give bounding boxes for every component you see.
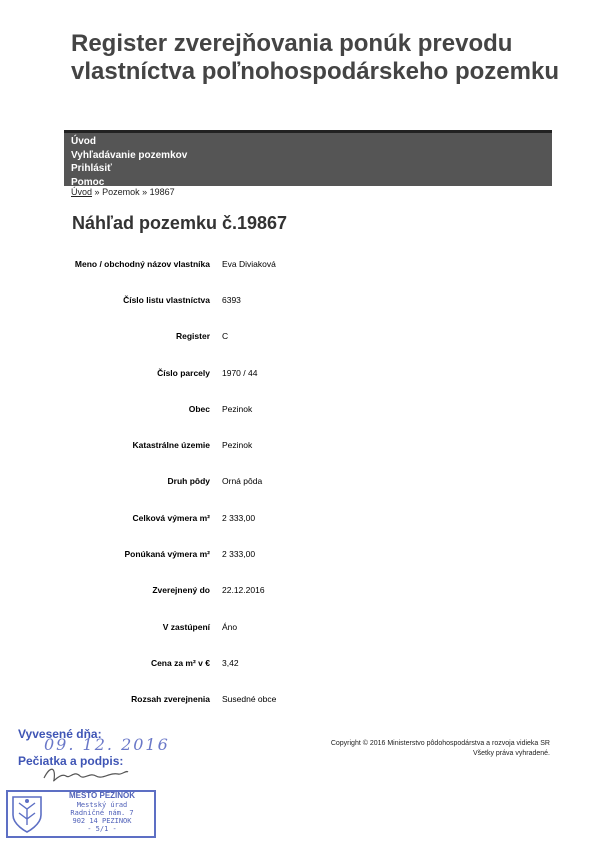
detail-value: 2 333,00 [222,549,256,560]
breadcrumb-section: Pozemok [102,187,140,197]
nav-item-uvod[interactable]: Úvod [71,136,96,147]
nav-item-pomoc[interactable]: Pomoc [71,176,105,188]
detail-row-price [64,645,484,681]
site-title: Register zverejňovania ponúk prevodu vlastníctva poľnohospodárskeho pozemku [71,30,560,85]
detail-row-owner [64,246,484,282]
copyright [230,739,550,759]
parcel-detail-table [64,246,484,718]
posted-label: Vyvesené dňa: [18,727,102,741]
coat-of-arms-icon [9,793,45,835]
detail-value: 1970 / 44 [222,367,258,378]
signature-label: Pečiatka a podpis: [18,754,124,768]
detail-value: C [222,331,229,342]
detail-value: Orná pôda [222,476,263,487]
detail-value: Pezinok [222,440,253,451]
posted-date: 09. 12. 2016 [44,735,170,754]
signature-scribble [40,764,130,786]
detail-label: Rozsah zverejnenia [131,694,210,705]
detail-label: Cena za m² v € [150,657,210,668]
detail-label: Meno / obchodný názov vlastníka [74,258,210,269]
detail-value: Susedné obce [222,694,277,705]
copyright-line: Copyright © 2016 Ministerstvo pôdohospodárstva a rozvoja vidieka SR [330,740,550,747]
detail-row-parcel-number [64,355,484,391]
nav-item-vyhladavanie[interactable]: Vyhľadávanie pozemkov [71,149,188,161]
detail-label: Obec [188,403,210,414]
stamp-office-number: - 5/1 - [87,825,117,833]
detail-row-lv-number [64,282,484,318]
detail-row-register [64,319,484,355]
detail-value: 6393 [222,294,241,305]
stamp-office-line: Mestský úrad [76,801,128,809]
detail-label: Číslo listu vlastníctva [123,294,210,305]
detail-label: Register [175,331,210,342]
detail-label: Zverejnený do [152,585,210,596]
stamp-office-address: Radničné nám. 7 [70,809,134,817]
stamp-office-city: 902 14 PEZINOK [72,817,132,825]
detail-label: Druh pôdy [167,476,210,487]
main-nav [64,130,552,186]
detail-value: Pezinok [222,403,253,414]
detail-row-cadastral-area [64,427,484,463]
detail-row-total-area [64,500,484,536]
breadcrumb-home-link[interactable]: Úvod [71,187,93,197]
detail-value: 2 333,00 [222,512,256,523]
detail-row-municipality [64,391,484,427]
detail-value: 22.12.2016 [222,585,265,596]
copyright-rights: Všetky práva vyhradené. [472,750,550,757]
detail-label: Ponúkaná výmera m² [124,549,210,560]
breadcrumb-separator: » [142,187,148,197]
detail-label: V zastúpení [162,621,210,632]
detail-label: Celková výmera m² [132,512,210,523]
page-heading: Náhľad pozemku č.19867 [72,213,288,233]
detail-row-representation [64,609,484,645]
detail-row-offered-area [64,536,484,572]
stamp-office-name: MESTO PEZINOK [68,791,136,800]
breadcrumb-separator: » [94,187,100,197]
detail-value: Áno [222,621,238,632]
detail-label: Katastrálne územie [132,440,210,451]
breadcrumb-current: 19867 [149,187,175,197]
detail-row-published-until [64,573,484,609]
detail-row-land-type [64,464,484,500]
detail-row-publication-scope [64,682,484,718]
detail-label: Číslo parcely [157,367,210,378]
breadcrumb [71,187,175,197]
detail-value: Eva Diviaková [222,258,276,269]
detail-value: 3,42 [222,657,239,668]
nav-item-prihlasit[interactable]: Prihlásiť [71,163,112,174]
